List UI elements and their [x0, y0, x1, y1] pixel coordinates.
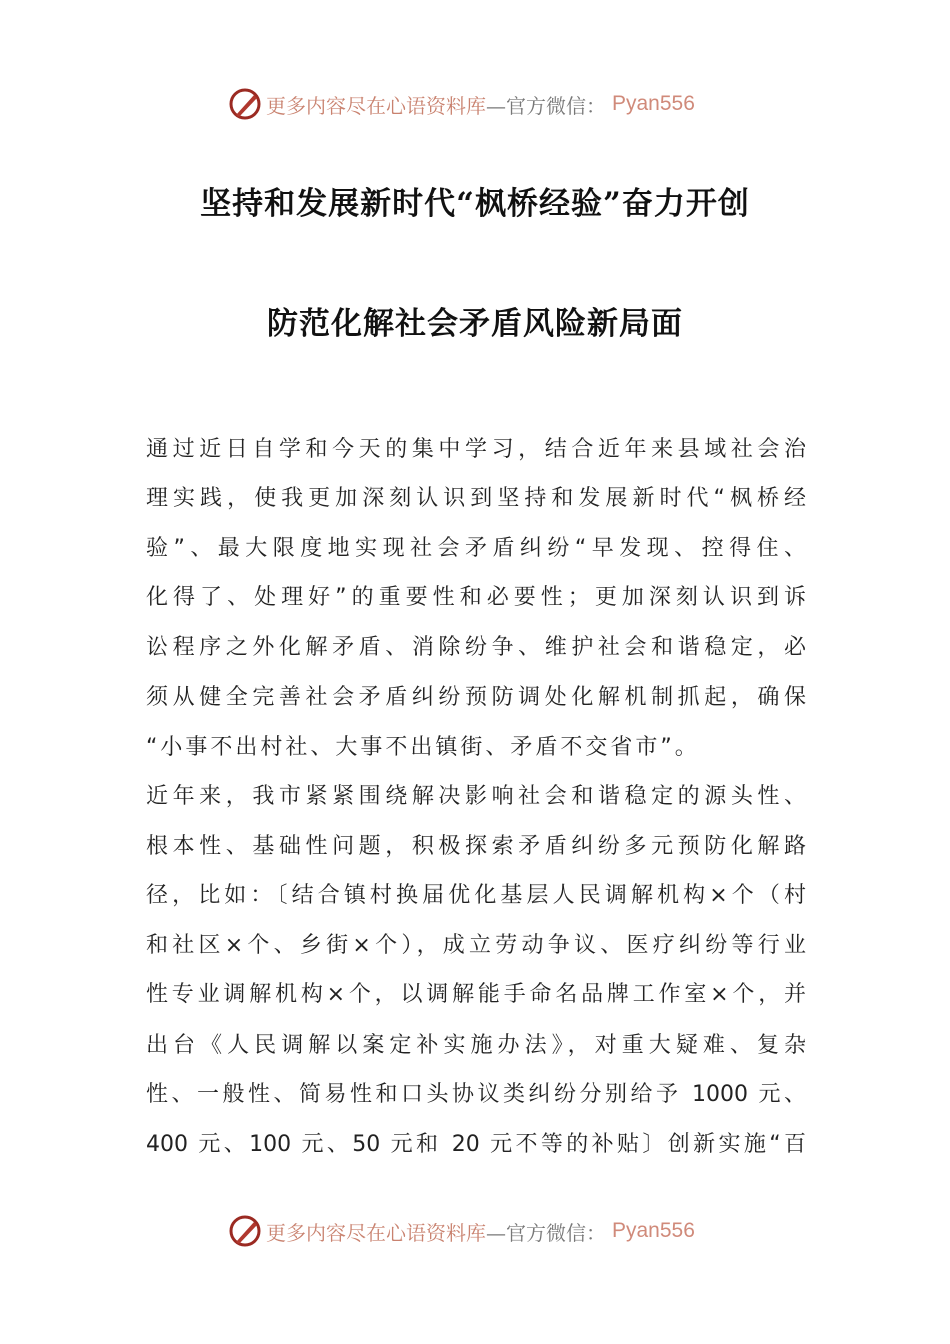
text-line: 须从健全完善社会矛盾纠纷预防调处化解机制抓起，确保	[146, 685, 806, 710]
watermark-text: 更多内容尽在心语资料库	[266, 93, 486, 118]
pen-logo-icon	[228, 1214, 262, 1248]
watermark-id: Pyan556	[612, 92, 695, 115]
watermark-header	[228, 84, 695, 124]
text-line: 和社区×个、乡街×个），成立劳动争议、医疗纠纷等行业	[146, 933, 806, 958]
text-line: 径，比如：〔结合镇村换届优化基层人民调解机构×个（村	[146, 883, 806, 908]
watermark-text: 更多内容尽在心语资料库	[266, 1220, 486, 1245]
text-line: “小事不出村社、大事不出镇街、矛盾不交省市”。	[146, 735, 700, 760]
text-line: 400 元、100 元、50 元和 20 元不等的补贴〕创新实施“百	[146, 1132, 806, 1157]
text-line: 通过近日自学和今天的集中学习，结合近年来县域社会治	[146, 437, 806, 462]
title-line-2: 防范化解社会矛盾风险新局面	[267, 306, 683, 342]
text-line: 化得了、处理好”的重要性和必要性；更加深刻认识到诉	[146, 585, 806, 610]
text-line: 性、一般性、简易性和口头协议类纠纷分别给予 1000 元、	[146, 1082, 806, 1107]
text-line: 性专业调解机构×个，以调解能手命名品牌工作室×个，并	[146, 982, 806, 1007]
text-line: 讼程序之外化解矛盾、消除纷争、维护社会和谐稳定，必	[146, 635, 806, 660]
watermark-sep: —官方微信：	[486, 93, 606, 118]
watermark-id: Pyan556	[612, 1219, 695, 1242]
text-line: 理实践，使我更加深刻认识到坚持和发展新时代“枫桥经	[146, 486, 806, 511]
text-line: 根本性、基础性问题，积极探索矛盾纠纷多元预防化解路	[146, 834, 806, 859]
text-line: 近年来，我市紧紧围绕解决影响社会和谐稳定的源头性、	[146, 784, 806, 809]
text-line: 验”、最大限度地实现社会矛盾纠纷“早发现、控得住、	[146, 536, 806, 561]
watermark-sep: —官方微信：	[486, 1220, 606, 1245]
pen-logo-icon	[228, 87, 262, 121]
text-line: 出台《人民调解以案定补实施办法》，对重大疑难、复杂	[146, 1033, 806, 1058]
title-line-1: 坚持和发展新时代“枫桥经验”奋力开创	[200, 186, 750, 222]
watermark-footer	[228, 1211, 695, 1251]
